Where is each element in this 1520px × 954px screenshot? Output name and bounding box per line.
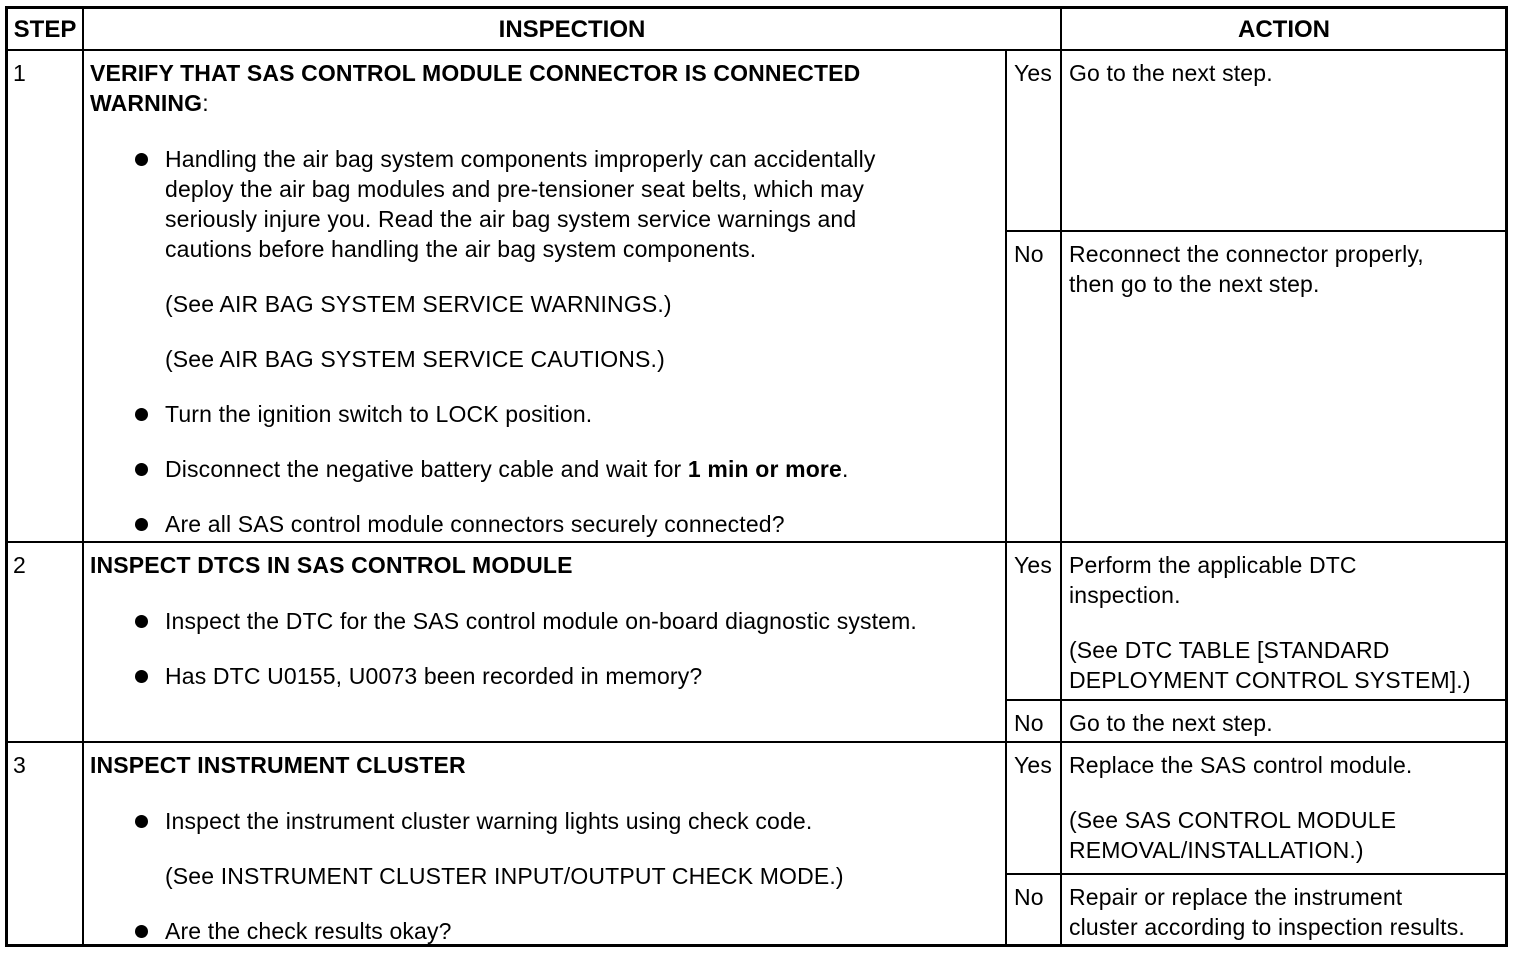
yes-no-divider-1 [1005, 230, 1506, 232]
step-number-2: 2 [13, 552, 26, 578]
yes-label-1: Yes [1014, 60, 1052, 86]
yes-action-2-line-2: inspection. [1069, 582, 1181, 608]
warning-text-line-2: deploy the air bag modules and pre-tensioner seat belts, which may [165, 176, 865, 202]
column-divider-answer [1005, 51, 1007, 945]
bullet-text: Are the check results okay? [165, 918, 452, 944]
step-title-3: INSPECT INSTRUMENT CLUSTER [90, 752, 466, 778]
yes-label-2: Yes [1014, 552, 1052, 578]
no-action-1-line-1: Reconnect the connector properly, [1069, 241, 1424, 267]
bullet-icon [135, 815, 148, 828]
bullet-text-emphasis: 1 min or more [687, 456, 842, 482]
yes-action-2-line-1: Perform the applicable DTC [1069, 552, 1357, 578]
no-label-1: No [1014, 241, 1044, 267]
warning-label: WARNING [90, 90, 203, 116]
yes-action-3-line-1: Replace the SAS control module. [1069, 752, 1413, 778]
bullet-text: Inspect the DTC for the SAS control module on-board diagnostic system. [165, 608, 917, 634]
header-step: STEP [13, 16, 77, 43]
warning-text-line-3: seriously injure you. Read the air bag system service warnings and [165, 206, 857, 232]
yes-action-1: Go to the next step. [1069, 60, 1273, 86]
bullet-icon [135, 153, 148, 166]
header-inspection: INSPECTION [498, 16, 646, 43]
troubleshooting-table [5, 6, 1508, 947]
bullet-text-suffix: . [841, 456, 849, 482]
yes-label-3: Yes [1014, 752, 1052, 778]
bullet-text: Inspect the instrument cluster warning lights using check code. [165, 808, 813, 834]
column-divider-step [82, 9, 84, 945]
bullet-text: Are all SAS control module connectors securely connected? [165, 511, 785, 537]
yes-action-2-ref-line-2: DEPLOYMENT CONTROL SYSTEM].) [1069, 667, 1471, 693]
yes-action-3-ref-line-2: REMOVAL/INSTALLATION.) [1069, 837, 1364, 863]
header-action: ACTION [1238, 16, 1330, 43]
bullet-text-prefix: Disconnect the negative battery cable and wait for [165, 456, 688, 482]
step-title-2: INSPECT DTCS IN SAS CONTROL MODULE [90, 552, 573, 578]
cautions-reference: (See AIR BAG SYSTEM SERVICE CAUTIONS.) [165, 346, 665, 372]
row-divider-2 [8, 741, 1506, 743]
warnings-reference: (See AIR BAG SYSTEM SERVICE WARNINGS.) [165, 291, 672, 317]
warning-colon: : [202, 90, 209, 116]
no-action-3-line-1: Repair or replace the instrument [1069, 884, 1403, 910]
row-divider-1 [8, 541, 1506, 543]
no-action-3-line-2: cluster according to inspection results. [1069, 914, 1465, 940]
no-action-2: Go to the next step. [1069, 710, 1273, 736]
bullet-icon [135, 408, 148, 421]
step-number-1: 1 [13, 60, 26, 86]
warning-text-line-4: cautions before handling the air bag system components. [165, 236, 757, 262]
no-action-1-line-2: then go to the next step. [1069, 271, 1320, 297]
no-label-2: No [1014, 710, 1044, 736]
yes-no-divider-2 [1005, 699, 1506, 701]
bullet-text: Turn the ignition switch to LOCK position. [165, 401, 593, 427]
bullet-icon [135, 463, 148, 476]
bullet-icon [135, 518, 148, 531]
warning-text-line-1: Handling the air bag system components improperly can accidentally [165, 146, 876, 172]
yes-no-divider-3 [1005, 873, 1506, 875]
yes-action-3-ref-line-1: (See SAS CONTROL MODULE [1069, 807, 1397, 833]
bullet-icon [135, 615, 148, 628]
bullet-text [165, 454, 849, 484]
yes-action-2-ref-line-1: (See DTC TABLE [STANDARD [1069, 637, 1390, 663]
no-label-3: No [1014, 884, 1044, 910]
column-divider-action [1060, 9, 1062, 945]
step-title-1: VERIFY THAT SAS CONTROL MODULE CONNECTOR IS CONNECTED [90, 60, 861, 86]
bullet-icon [135, 670, 148, 683]
cluster-check-reference: (See INSTRUMENT CLUSTER INPUT/OUTPUT CHECK MODE.) [165, 863, 844, 889]
bullet-icon [135, 925, 148, 938]
step-number-3: 3 [13, 752, 26, 778]
bullet-text: Has DTC U0155, U0073 been recorded in memory? [165, 663, 703, 689]
warning-heading [90, 88, 209, 118]
